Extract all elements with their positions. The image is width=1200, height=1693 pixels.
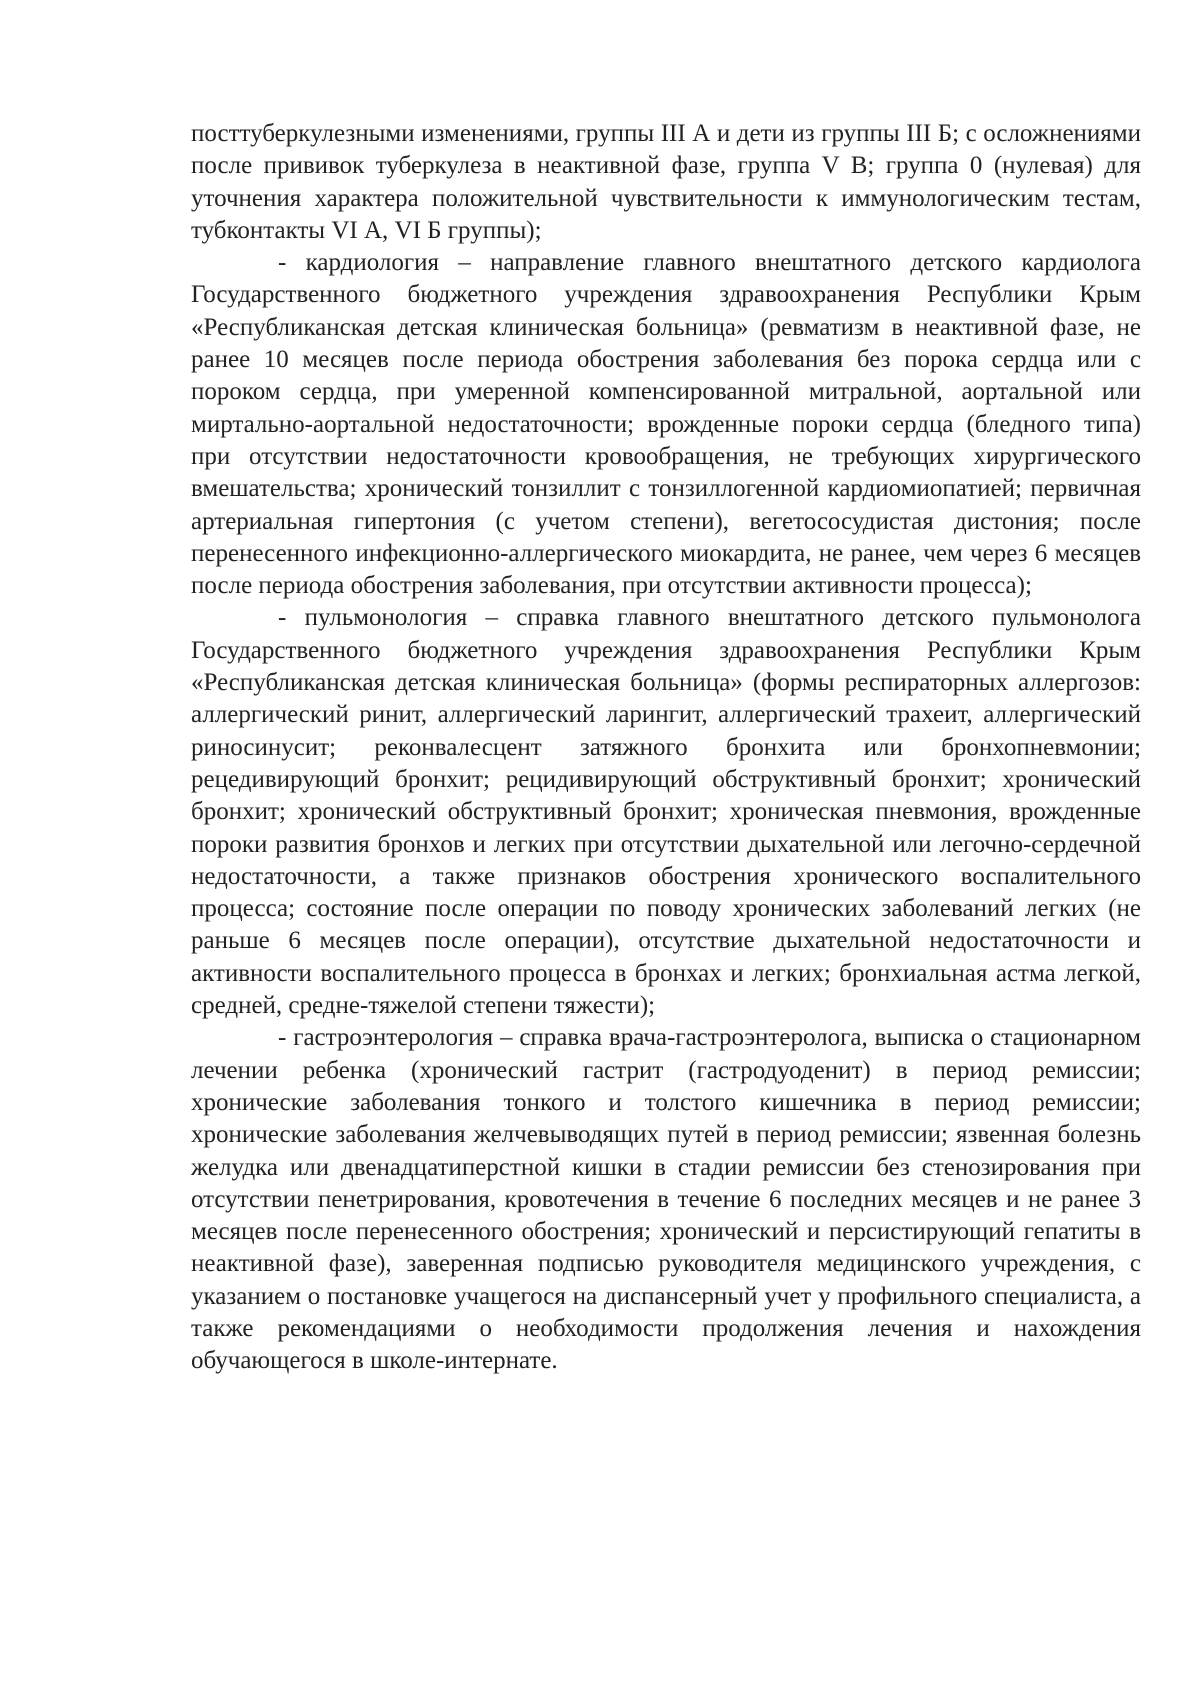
paragraph-continuation: посттуберкулезными изменениями, группы III А и дети из группы III Б; с осложнениями после прививок туберкулеза в неактивной фазе, группа V В; группа 0 (нулевая) для уточнения характера положительной чувствительности к иммунологическим тестам, тубконтакты VI А, VI Б группы); [191, 120, 1141, 244]
paragraph-pulmonology: - пульмонология – справка главного внештатного детского пульмонолога Государственного бюджетного учреждения здравоохранения Республики Крым «Республиканская детская клиническая больница» (формы респираторных аллергозов: аллергический ринит, аллергический ларингит, аллергический трахеит, аллергический риносинусит; реконвалесцент затяжного бронхита или бронхопневмонии; рецедивирующий бронхит; рецидивирующий обструктивный бронхит; хронический бронхит; хронический обструктивный бронхит; хроническая пневмония, врожденные пороки развития бронхов и легких при отсутствии дыхательной или легочно-сердечной недостаточности, а также признаков обострения хронического воспалительного процесса; состояние после операции по поводу хронических заболеваний легких (не раньше 6 месяцев после операции), отсутствие дыхательной недостаточности и активности воспалительного процесса в бронхах и легких; бронхиальная астма легкой, средней, средне-тяжелой степени тяжести); [191, 604, 1141, 1020]
paragraph-gastroenterology: - гастроэнтерология – справка врача-гастроэнтеролога, выписка о стационарном лечении ребенка (хронический гастрит (гастродуоденит) в период ремиссии; хронические заболевания тонкого и толстого кишечника в период ремиссии; хронические заболевания желчевыводящих путей в период ремиссии; язвенная болезнь желудка или двенадцатиперстной кишки в стадии ремиссии без стенозирования при отсутствии пенетрирования, кровотечения в течение 6 последних месяцев и не ранее 3 месяцев после перенесенного обострения; хронический и персистирующий гепатиты в неактивной фазе), заверенная подписью руководителя медицинского учреждения, с указанием о постановке учащегося на диспансерный учет у профильного специалиста, а также рекомендациями о необходимости продолжения лечения и нахождения обучающегося в школе-интернате. [191, 1024, 1141, 1375]
paragraph-cardiology: - кардиология – направление главного внештатного детского кардиолога Государственного бюджетного учреждения здравоохранения Республики Крым «Республиканская детская клиническая больница» (ревматизм в неактивной фазе, не ранее 10 месяцев после периода обострения заболевания без порока сердца или с пороком сердца, при умеренной компенсированной митральной, аортальной или миртально-аортальной недостаточности; врожденные пороки сердца (бледного типа) при отсутствии недостаточности кровообращения, не требующих хирургического вмешательства; хронический тонзиллит с тонзиллогенной кардиомиопатией; первичная артериальная гипертония (с учетом степени), вегетососудистая дистония; после перенесенного инфекционно-аллергического миокардита, не ранее, чем через 6 месяцев после периода обострения заболевания, при отсутствии активности процесса); [191, 249, 1141, 600]
document-body [191, 118, 1141, 1378]
